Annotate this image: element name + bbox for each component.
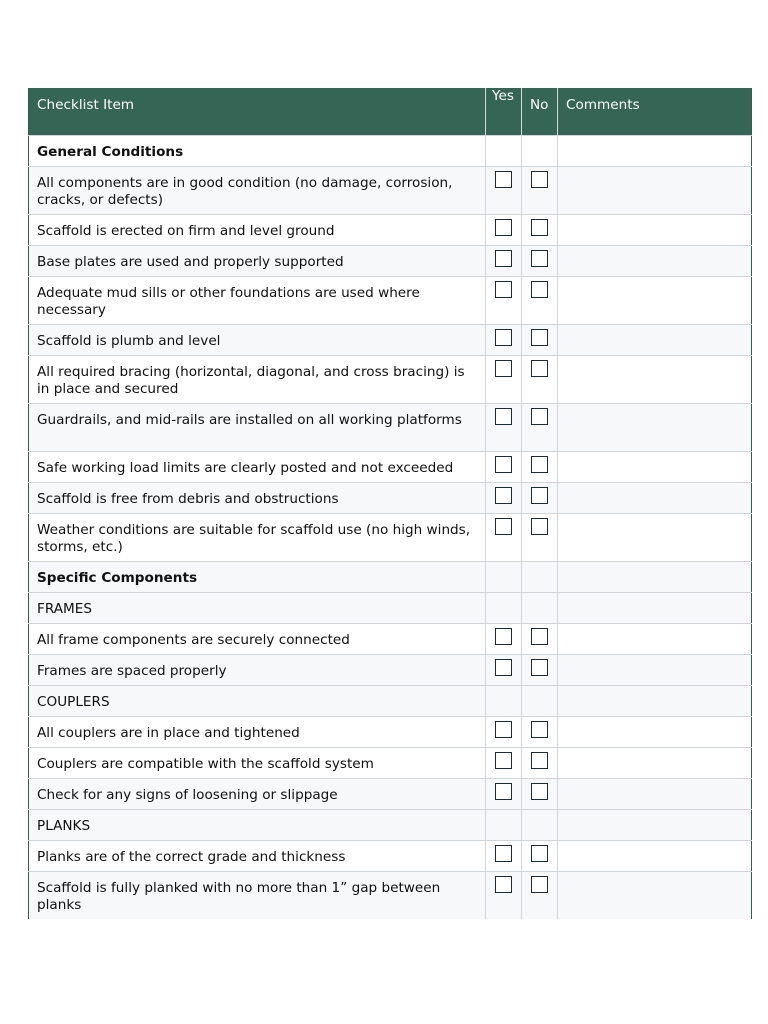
checklist-row [29, 482, 752, 513]
yes-checkbox[interactable] [495, 408, 512, 425]
comment-cell[interactable] [558, 840, 752, 871]
no-cell [522, 716, 558, 747]
no-checkbox[interactable] [531, 219, 548, 236]
comment-cell[interactable] [558, 214, 752, 245]
no-cell [522, 513, 558, 561]
no-cell [522, 809, 558, 840]
checklist-row [29, 716, 752, 747]
header-comments: Comments [566, 97, 640, 113]
no-checkbox[interactable] [531, 752, 548, 769]
yes-checkbox[interactable] [495, 171, 512, 188]
yes-cell [486, 513, 522, 561]
yes-checkbox[interactable] [495, 219, 512, 236]
yes-cell [486, 276, 522, 324]
yes-cell [486, 214, 522, 245]
yes-cell [486, 245, 522, 276]
checklist-row [29, 451, 752, 482]
no-cell [522, 324, 558, 355]
no-checkbox[interactable] [531, 171, 548, 188]
yes-checkbox[interactable] [495, 360, 512, 377]
yes-cell [486, 778, 522, 809]
group-title: PLANKS [29, 809, 486, 840]
checklist-item-text: Scaffold is fully planked with no more than 1” gap between planks [29, 871, 486, 919]
yes-checkbox[interactable] [495, 876, 512, 893]
checklist-item-text: All couplers are in place and tightened [29, 716, 486, 747]
comment-cell[interactable] [558, 623, 752, 654]
no-cell [522, 871, 558, 919]
table-header-row [29, 88, 752, 135]
no-cell [522, 482, 558, 513]
checklist-item-text: Adequate mud sills or other foundations are used where necessary [29, 276, 486, 324]
checklist-table [28, 88, 752, 919]
yes-cell [486, 623, 522, 654]
yes-cell [486, 747, 522, 778]
yes-cell [486, 561, 522, 592]
yes-checkbox[interactable] [495, 250, 512, 267]
checklist-item-text: All required bracing (horizontal, diagonal, and cross bracing) is in place and secured [29, 355, 486, 403]
yes-cell [486, 840, 522, 871]
yes-cell [486, 355, 522, 403]
header-no: No [522, 88, 558, 135]
checklist-item-text: Scaffold is free from debris and obstructions [29, 482, 486, 513]
checklist-sheet [28, 88, 751, 919]
yes-checkbox[interactable] [495, 659, 512, 676]
no-cell [522, 561, 558, 592]
checklist-row [29, 871, 752, 919]
no-cell [522, 685, 558, 716]
yes-cell [486, 592, 522, 623]
yes-cell [486, 716, 522, 747]
no-checkbox[interactable] [531, 518, 548, 535]
yes-cell [486, 324, 522, 355]
group-row [29, 809, 752, 840]
checklist-item-text: All frame components are securely connected [29, 623, 486, 654]
yes-checkbox[interactable] [495, 752, 512, 769]
comment-cell[interactable] [558, 403, 752, 451]
no-checkbox[interactable] [531, 659, 548, 676]
yes-checkbox[interactable] [495, 721, 512, 738]
yes-checkbox[interactable] [495, 845, 512, 862]
group-row [29, 685, 752, 716]
yes-checkbox[interactable] [495, 628, 512, 645]
yes-checkbox[interactable] [495, 518, 512, 535]
comment-cell[interactable] [558, 685, 752, 716]
checklist-row [29, 778, 752, 809]
checklist-item-text: Base plates are used and properly supported [29, 245, 486, 276]
no-cell [522, 840, 558, 871]
no-cell [522, 276, 558, 324]
no-checkbox[interactable] [531, 876, 548, 893]
no-checkbox[interactable] [531, 360, 548, 377]
no-cell [522, 214, 558, 245]
comment-cell[interactable] [558, 747, 752, 778]
checklist-item-text: Check for any signs of loosening or slippage [29, 778, 486, 809]
header-checklist-item: Checklist Item [29, 88, 486, 135]
no-checkbox[interactable] [531, 250, 548, 267]
no-cell [522, 654, 558, 685]
comment-cell[interactable] [558, 135, 752, 166]
yes-checkbox[interactable] [495, 281, 512, 298]
checklist-item-text: All components are in good condition (no damage, corrosion, cracks, or defects) [29, 166, 486, 214]
no-checkbox[interactable] [531, 783, 548, 800]
yes-checkbox[interactable] [495, 487, 512, 504]
checklist-row [29, 276, 752, 324]
checklist-row [29, 747, 752, 778]
no-cell [522, 403, 558, 451]
section-row [29, 135, 752, 166]
no-cell [522, 355, 558, 403]
checklist-item-text: Planks are of the correct grade and thickness [29, 840, 486, 871]
yes-cell [486, 166, 522, 214]
section-title: General Conditions [29, 135, 486, 166]
checklist-item-text: Frames are spaced properly [29, 654, 486, 685]
comment-cell[interactable] [558, 809, 752, 840]
no-checkbox[interactable] [531, 487, 548, 504]
checklist-row [29, 166, 752, 214]
section-row [29, 561, 752, 592]
yes-cell [486, 809, 522, 840]
group-title: FRAMES [29, 592, 486, 623]
checklist-row [29, 245, 752, 276]
yes-cell [486, 403, 522, 451]
checklist-row [29, 840, 752, 871]
no-cell [522, 451, 558, 482]
yes-checkbox[interactable] [495, 783, 512, 800]
checklist-item-text: Guardrails, and mid-rails are installed on all working platforms [29, 403, 486, 451]
comment-cell[interactable] [558, 166, 752, 214]
comment-cell[interactable] [558, 451, 752, 482]
yes-cell [486, 685, 522, 716]
comment-cell[interactable] [558, 871, 752, 919]
group-title: COUPLERS [29, 685, 486, 716]
checklist-item-text: Scaffold is erected on firm and level ground [29, 214, 486, 245]
checklist-item-text: Safe working load limits are clearly posted and not exceeded [29, 451, 486, 482]
yes-cell [486, 871, 522, 919]
no-cell [522, 747, 558, 778]
comment-cell[interactable] [558, 245, 752, 276]
comment-cell[interactable] [558, 276, 752, 324]
checklist-row [29, 623, 752, 654]
section-title: Specific Components [29, 561, 486, 592]
yes-cell [486, 654, 522, 685]
no-cell [522, 245, 558, 276]
no-checkbox[interactable] [531, 408, 548, 425]
comment-cell[interactable] [558, 592, 752, 623]
header-yes: Yes [486, 88, 522, 135]
comment-cell[interactable] [558, 513, 752, 561]
checklist-row [29, 403, 752, 451]
comment-cell[interactable] [558, 324, 752, 355]
comment-cell[interactable] [558, 355, 752, 403]
checklist-row [29, 324, 752, 355]
checklist-item-text: Weather conditions are suitable for scaffold use (no high winds, storms, etc.) [29, 513, 486, 561]
no-cell [522, 166, 558, 214]
group-row [29, 592, 752, 623]
checklist-item-text: Couplers are compatible with the scaffold system [29, 747, 486, 778]
no-cell [522, 135, 558, 166]
no-checkbox[interactable] [531, 628, 548, 645]
comment-cell[interactable] [558, 561, 752, 592]
yes-checkbox[interactable] [495, 329, 512, 346]
checklist-row [29, 513, 752, 561]
no-checkbox[interactable] [531, 721, 548, 738]
no-checkbox[interactable] [531, 456, 548, 473]
comment-cell[interactable] [558, 716, 752, 747]
no-checkbox[interactable] [531, 281, 548, 298]
yes-cell [486, 135, 522, 166]
checklist-row [29, 355, 752, 403]
checklist-item-text: Scaffold is plumb and level [29, 324, 486, 355]
no-checkbox[interactable] [531, 329, 548, 346]
comment-cell[interactable] [558, 778, 752, 809]
no-checkbox[interactable] [531, 845, 548, 862]
checklist-row [29, 214, 752, 245]
no-cell [522, 592, 558, 623]
yes-cell [486, 482, 522, 513]
yes-cell [486, 451, 522, 482]
no-cell [522, 623, 558, 654]
checklist-row [29, 654, 752, 685]
comment-cell[interactable] [558, 482, 752, 513]
no-cell [522, 778, 558, 809]
comment-cell[interactable] [558, 654, 752, 685]
yes-checkbox[interactable] [495, 456, 512, 473]
